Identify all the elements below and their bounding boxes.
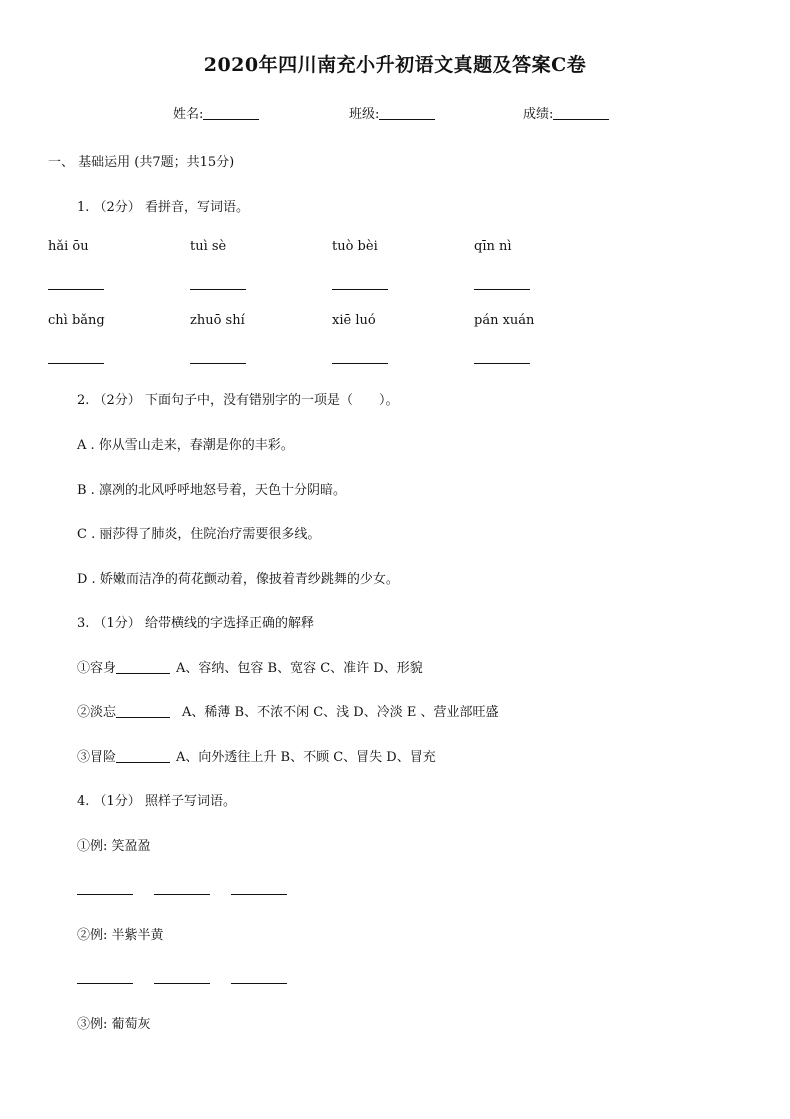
q3-choices: A、稀薄 B、不浓不闲 C、浅 D、冷淡 E 、营业部旺盛 [182, 705, 499, 720]
q4-example-3: ③例: 葡萄灰 [77, 1017, 151, 1032]
name-field [173, 103, 259, 122]
answer-blank [190, 289, 246, 290]
page-title: 2020年四川南充小升初语文真题及答案C卷 [203, 54, 587, 76]
answer-blank [154, 894, 210, 895]
class-label: 班级: [349, 107, 380, 122]
answer-blank [116, 704, 170, 718]
pinyin-3: tuò bèi [332, 239, 378, 254]
option-a: A . 你从雪山走来，春潮是你的丰彩。 [77, 438, 294, 453]
q4-example-2: ②例: 半紫半黄 [77, 928, 164, 943]
answer-blank [48, 289, 104, 290]
question-1-stem: 1. （2分） 看拼音，写词语。 [77, 200, 249, 215]
answer-blank [474, 363, 530, 364]
q3-choices: A、向外透往上升 B、不顾 C、冒失 D、冒充 [176, 750, 436, 765]
section-heading: 一、 基础运用 (共7题；共15分) [48, 155, 235, 170]
pinyin-4: qīn nì [474, 239, 512, 254]
q3-word: ③冒险 [77, 750, 117, 765]
question-3-stem: 3. （1分） 给带横线的字选择正确的解释 [77, 616, 314, 631]
pinyin-5: chì bǎng [48, 313, 105, 328]
q3-item-3 [77, 746, 436, 765]
answer-blank [190, 363, 246, 364]
pinyin-6: zhuō shí [190, 313, 245, 328]
q3-word: ②淡忘 [77, 705, 117, 720]
score-label: 成绩: [523, 107, 554, 122]
answer-blank [77, 894, 133, 895]
option-d: D . 娇嫩而洁净的荷花颤动着，像披着青纱跳舞的少女。 [77, 572, 399, 587]
answer-blank [77, 983, 133, 984]
pinyin-1: hǎi ōu [48, 239, 89, 254]
answer-blank [332, 363, 388, 364]
answer-blank [116, 660, 170, 674]
name-blank [203, 105, 259, 120]
score-blank [553, 105, 609, 120]
answer-blank [231, 894, 287, 895]
pinyin-7: xiē luó [332, 313, 376, 328]
answer-blank [116, 749, 170, 763]
q3-word: ①容身 [77, 661, 117, 676]
name-label: 姓名: [173, 107, 204, 122]
pinyin-2: tuì sè [190, 239, 227, 254]
answer-blank [48, 363, 104, 364]
option-b: B . 凛冽的北风呼呼地怒号着，天色十分阴暗。 [77, 483, 346, 498]
q3-item-2 [77, 701, 498, 720]
q3-item-1 [77, 657, 423, 676]
q4-example-1: ①例: 笑盈盈 [77, 839, 151, 854]
class-blank [379, 105, 435, 120]
pinyin-8: pán xuán [474, 313, 535, 328]
q3-choices: A、容纳、包容 B、宽容 C、准许 D、形貌 [176, 661, 423, 676]
question-2-stem: 2. （2分） 下面句子中，没有错别字的一项是（ ）。 [77, 393, 399, 408]
answer-blank [474, 289, 530, 290]
question-4-stem: 4. （1分） 照样子写词语。 [77, 794, 236, 809]
class-field [349, 103, 435, 122]
answer-blank [154, 983, 210, 984]
answer-blank [231, 983, 287, 984]
answer-blank [332, 289, 388, 290]
score-field [523, 103, 609, 122]
option-c: C . 丽莎得了肺炎，住院治疗需要很多线。 [77, 527, 321, 542]
